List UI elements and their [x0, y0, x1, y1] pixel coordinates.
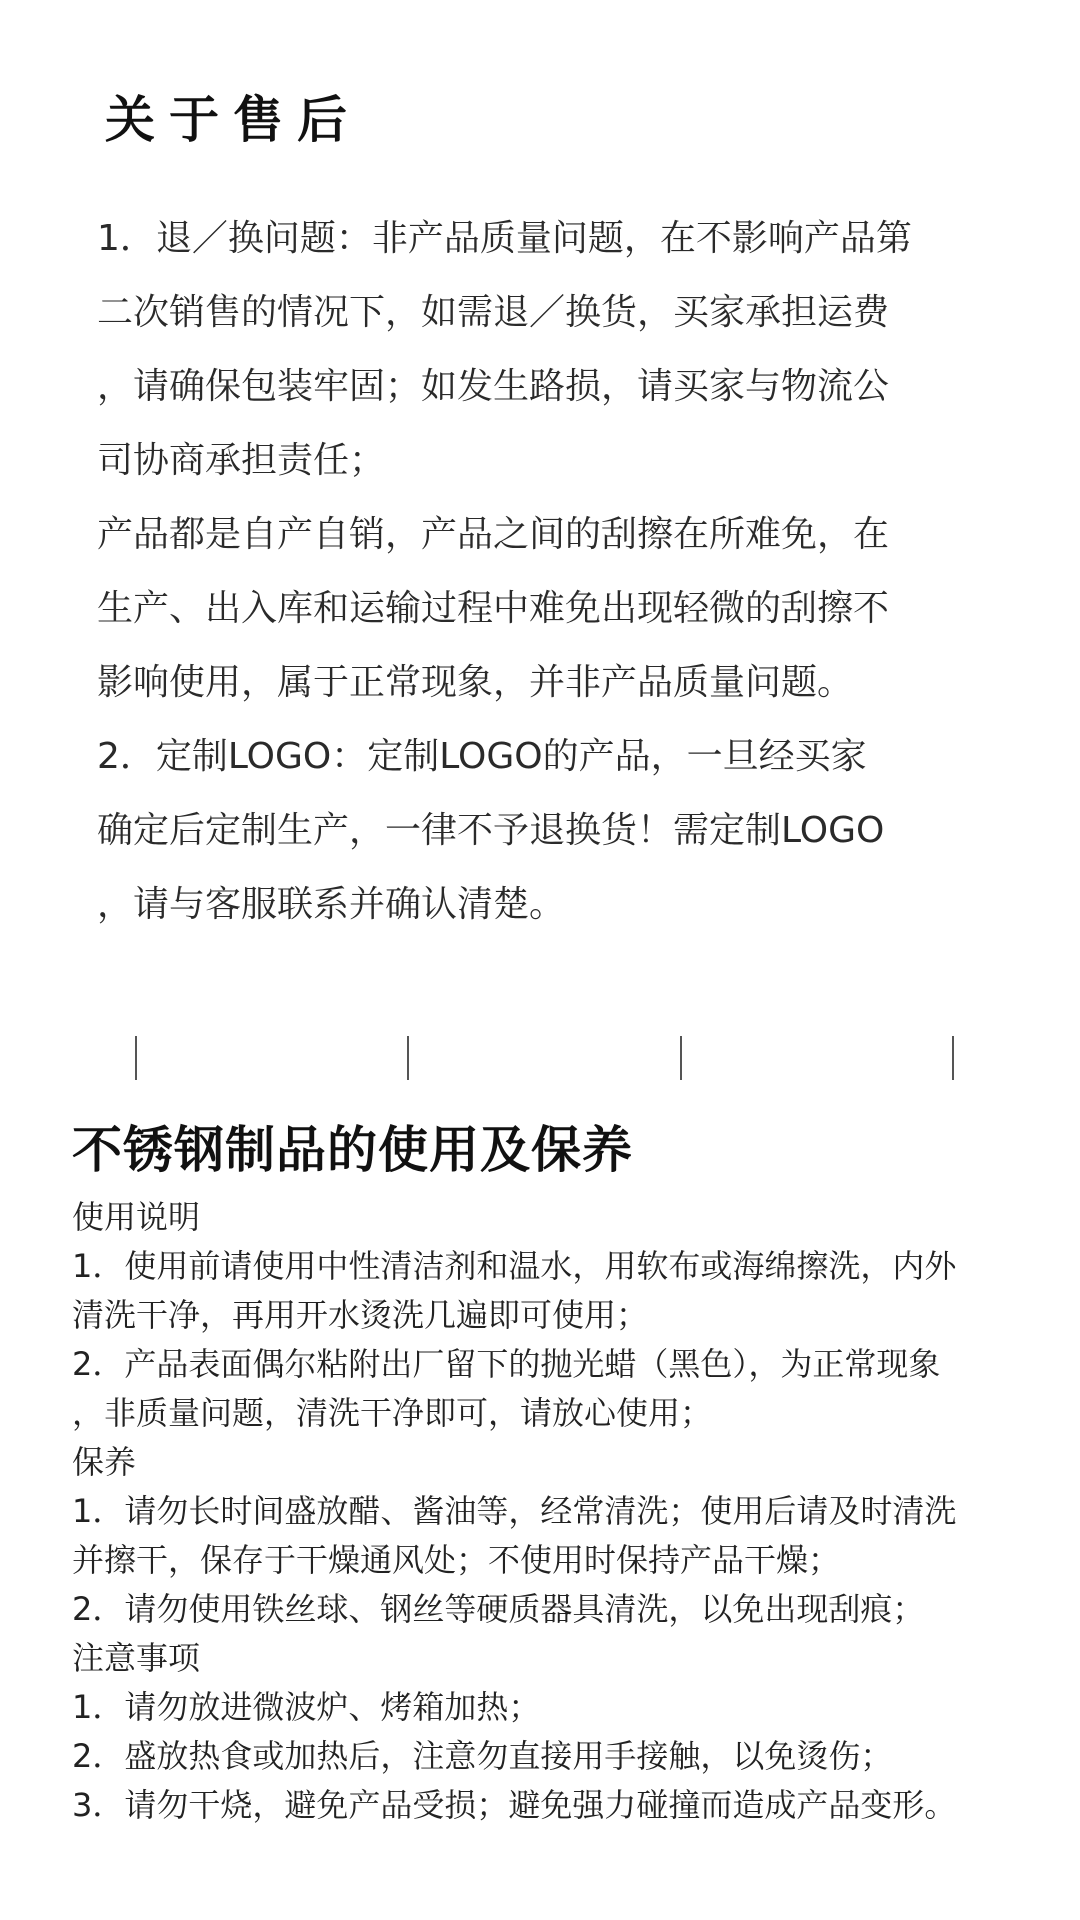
divider-tick — [680, 1036, 682, 1080]
care-line: 3．请勿干烧，避免产品受损；避免强力碰撞而造成产品变形。 — [72, 1786, 957, 1824]
care-line: 1．请勿放进微波炉、烤箱加热； — [72, 1688, 541, 1726]
care-line: 并擦干，保存于干燥通风处；不使用时保持产品干燥； — [72, 1541, 841, 1579]
divider-tick — [952, 1036, 954, 1080]
care-line: 1．使用前请使用中性清洁剂和温水，用软布或海绵擦洗，内外 — [72, 1247, 957, 1285]
care-line: ，非质量问题，清洗干净即可，请放心使用； — [72, 1394, 713, 1432]
after-sale-line: 司协商承担责任； — [97, 440, 386, 481]
care-line: 2．产品表面偶尔粘附出厂留下的抛光蜡（黑色），为正常现象 — [72, 1345, 941, 1383]
after-sale-line: 产品都是自产自销，产品之间的刮擦在所难免，在 — [97, 514, 890, 555]
stainless-care-text — [72, 1193, 1062, 1830]
after-sale-line: ，请与客服联系并确认清楚。 — [97, 884, 566, 925]
after-sale-line: 确定后定制生产，一律不予退换货！需定制LOGO — [97, 810, 885, 851]
after-sale-line: ，请确保包装牢固；如发生路损，请买家与物流公 — [97, 366, 890, 407]
care-line: 1．请勿长时间盛放醋、酱油等，经常清洗；使用后请及时清洗 — [72, 1492, 957, 1530]
care-line: 2．请勿使用铁丝球、钢丝等硬质器具清洗，以免出现刮痕； — [72, 1590, 925, 1628]
after-sale-line: 1．退／换问题：非产品质量问题，在不影响产品第 — [97, 218, 912, 259]
after-sale-title: 关于售后 — [105, 90, 361, 149]
stainless-care-title: 不锈钢制品的使用及保养 — [72, 1120, 633, 1179]
care-subheading-usage: 使用说明 — [72, 1198, 201, 1236]
divider-tick — [135, 1036, 137, 1080]
after-sale-line: 生产、出入库和运输过程中难免出现轻微的刮擦不 — [97, 588, 890, 629]
divider-tick — [407, 1036, 409, 1080]
care-subheading-notes: 注意事项 — [72, 1639, 201, 1677]
care-subheading-maintenance: 保养 — [72, 1443, 137, 1481]
after-sale-line: 2．定制LOGO：定制LOGO的产品，一旦经买家 — [97, 736, 867, 777]
care-line: 2．盛放热食或加热后，注意勿直接用手接触，以免烫伤； — [72, 1737, 893, 1775]
care-line: 清洗干净，再用开水烫洗几遍即可使用； — [72, 1296, 649, 1334]
section-divider — [0, 1036, 1080, 1082]
after-sale-line: 影响使用，属于正常现象，并非产品质量问题。 — [97, 662, 854, 703]
after-sale-text — [97, 202, 957, 942]
after-sale-line: 二次销售的情况下，如需退／换货，买家承担运费 — [97, 292, 890, 333]
